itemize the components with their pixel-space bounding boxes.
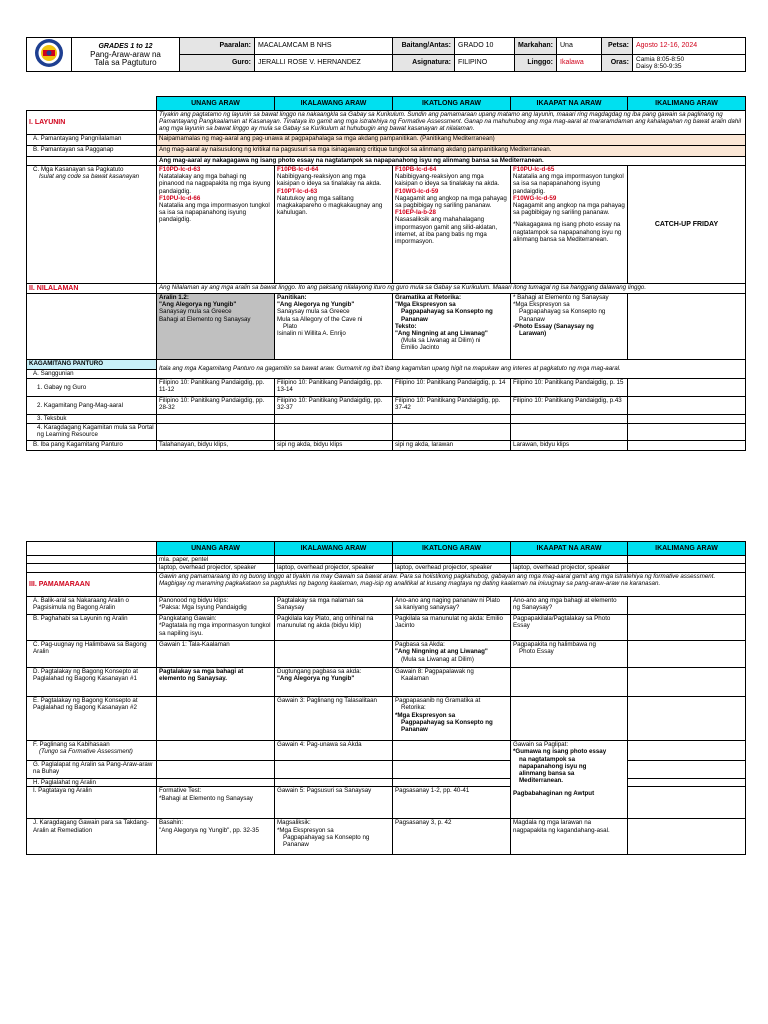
text: Natatalia ang mga impormasyon tungkol sa isa sa napapanahong isyung pandaigdig.: [513, 173, 624, 195]
pagtalakay-2-day-2: Gawain 3: Paglinang ng Talasalitaan: [275, 697, 393, 741]
text: Magsaliksik:: [277, 819, 311, 827]
text: Pagbasa sa Akda:: [395, 641, 445, 649]
day-2-header: IKALAWANG ARAW: [275, 97, 393, 111]
text: Plato: [283, 322, 298, 330]
pamantayang-pangnilalaman-label: A. Pamantayang Pangnilalaman: [27, 135, 157, 146]
pagtalakay-1-label: D. Pagtalakay ng Bagong Konsepto at Paglalahad ng Bagong Kasanayan #1: [27, 668, 157, 697]
text: (Mula sa Liwanag at Dilim) ni: [401, 337, 481, 345]
day-1-header: UNANG ARAW: [157, 97, 275, 111]
dll-table-page2: [26, 541, 746, 855]
code: F10PB-Ic-d-64: [395, 166, 437, 173]
text: Panonood ng bidyu klips:: [159, 597, 229, 605]
text: "Ang Ningning at ang Liwanag": [395, 330, 488, 338]
nilalaman-day-1: [157, 294, 275, 360]
text: Pagpapasanib ng Gramatika at: [395, 697, 481, 705]
pagtalakay-2-day-3: [393, 697, 511, 741]
balik-aral-day-1: [157, 597, 275, 615]
pagtataya-day-2: Gawain 5: Pagsusuri sa Sanaysay: [275, 787, 393, 819]
code: F10EP-Ia-b-28: [395, 209, 436, 217]
paglalapat-label: G. Paglalapat ng Aralin sa Pang-Araw-araw na Buhay: [27, 761, 157, 779]
iba-pang-kagamitan-label: B. Iba pang Kagamitang Panturo: [27, 441, 157, 451]
markahan-label: Markahan:: [515, 38, 557, 55]
oras-label: Oras:: [602, 55, 633, 72]
iba-pang-kagamitan-day-4: Larawan, bidyu klips: [511, 441, 628, 451]
text: Pananaw: [283, 841, 309, 849]
pag-uugnay-day-4: [511, 641, 628, 668]
pagtataya-day-1: [157, 787, 275, 819]
text: *Bahagi at Elemento ng Sanaysay: [159, 794, 253, 802]
nilalaman-intro: Ang Nilalaman ay ang mga aralin sa bawat linggo. Ito ang paksang nilalayong ituro ng guro mula sa Gabay sa Kurikulum. Maaari itong tumagal ng isa hanggang dalawang linggo.: [157, 284, 746, 294]
text: Pagbabahaginan ng Awtput: [513, 790, 595, 798]
balik-aral-day-2: Pagtalakay sa mga nalaman sa Sanaysay: [275, 597, 393, 615]
nilalaman-day-3: [393, 294, 511, 360]
paglinang-day-4: [511, 741, 628, 819]
text: "Ang Alegorya ng Yungib": [277, 301, 355, 309]
text: Basahin:: [159, 819, 184, 827]
paglinang-day-2: Gawain 4: Pag-unawa sa Akda: [275, 741, 393, 761]
paghahabi-label: B. Paghahabi sa Layunin ng Aralin: [27, 615, 157, 641]
grades-label: GRADES 1 to 12: [98, 42, 153, 50]
teksbuk-label: 3. Teksbuk: [27, 415, 157, 424]
day-4-header: IKAAPAT NA ARAW: [511, 542, 628, 556]
pamamaraan-label: III. PAMAMARAAN: [27, 573, 157, 597]
text: Kaalaman: [401, 675, 429, 683]
kasanayan-day-2: [275, 166, 393, 284]
text: Larawan): [519, 330, 547, 338]
takdang-aralin-day-4: Magdala ng mga larawan na nagpapakita ng kagandahang-asal.: [511, 819, 628, 855]
pamantayan-pagganap-text-2: Ang mag-aaral ay nakagagawa ng isang photo essay na nagtatampok sa napapanahong isyu ng alinmang bansa sa Mediterranean.: [157, 157, 746, 166]
baitang-label: Baitang/Antas:: [393, 38, 455, 55]
text: Aralin 1.2:: [159, 294, 189, 301]
kagamitang-mag-aaral-day-3: Filipino 10: Panitikang Pandaigdig, pp. 37-42: [393, 397, 511, 415]
text: alinmang bansa sa: [519, 770, 575, 778]
markahan-value: Una: [557, 38, 602, 55]
text: Gramatika at Retorika:: [395, 294, 462, 301]
balik-aral-day-4: Ano-ano ang mga bahagi at elemento ng Sanaysay?: [511, 597, 628, 615]
iba-pang-kagamitan-day-1: Talahanayan, bidyu klips,: [157, 441, 275, 451]
asignatura-label: Asignatura:: [393, 55, 455, 72]
linggo-label: Linggo:: [515, 55, 557, 72]
pagtataya-label: I. Pagtataya ng Aralin: [27, 787, 157, 819]
pagtalakay-1-day-3: [393, 668, 511, 697]
paglinang-sub: (Tungo sa Formative Assessment): [39, 748, 133, 756]
paaralan-label: Paaralan:: [180, 38, 255, 55]
petsa-label: Petsa:: [602, 38, 633, 55]
pamantayan-pagganap-text: Ang mag-aaral ay naisusulong ng kritikal na pagsusuri sa mga isinagawang critique tungkol sa alinmang akdang pampanitikang Mediterranean.: [157, 146, 746, 157]
text: Dugtungang pagbasa sa akda:: [277, 668, 362, 676]
text: napapanahong isyu ng: [519, 762, 587, 770]
pag-uugnay-label: C. Pag-uugnay ng Halimbawa sa Bagong Aralin: [27, 641, 157, 668]
iba-pang-kagamitan-day-3: sipi ng akda, larawan: [393, 441, 511, 451]
text: *Mga Ekspresyon sa: [395, 711, 456, 719]
text: "Ang Ningning at ang Liwanag": [395, 648, 488, 656]
code: F10WG-Ic-d-59: [395, 187, 439, 195]
paglinang-label-cell: [27, 741, 157, 761]
text: Sanaysay mula sa Greece: [159, 308, 232, 316]
gabay-guro-day-4: Filipino 10: Panitikang Pandaigdig, p. 15: [511, 379, 628, 397]
title-block: [72, 38, 180, 72]
sanggunian-label: A. Sanggunian: [27, 370, 157, 379]
balik-aral-label: A. Balik-aral sa Nakaraang Aralin o Pagsisimula ng Bagong Aralin: [27, 597, 157, 615]
text: Pananaw: [401, 315, 428, 323]
text: Natatalakay ang mga bahagi ng pinanood na nagpapakita ng mga isyung pandaigdig.: [159, 173, 271, 195]
code: F10WG-Ic-d-59: [513, 194, 557, 202]
text: "Ang Alegorya ng Yungib": [159, 301, 237, 309]
text: Teksto:: [395, 322, 417, 330]
code: F10PU-Ic-d-66: [159, 194, 201, 202]
kagamitan-label: KAGAMITANG PANTURO: [29, 360, 104, 367]
text: Nagagamit ang angkop na mga pahayag sa pagbibigay ng sariling pananaw.: [395, 194, 507, 210]
petsa-value: Agosto 12-16, 2024: [633, 38, 746, 55]
paghahabi-day-3: Pagkilala sa manunulat ng akda: Emilio Jacinto: [393, 615, 511, 641]
code: F10PB-Ic-d-64: [277, 166, 319, 173]
text: Sanaysay mula sa Greece: [277, 308, 350, 316]
kasanayan-day-1: [157, 166, 275, 284]
kagamitang-mag-aaral-day-4: Filipino 10: Panitikang Pandaigdig, p.43: [511, 397, 628, 415]
paghahabi-day-4: Pagpapakilala/Pagtalakay sa Photo Essay: [511, 615, 628, 641]
kasanayan-sub: Isulat ang code sa bawat kasanayan: [39, 173, 140, 181]
oras-daisy: Daisy 8:50-9:35: [636, 63, 682, 70]
title-line-1: Pang-Araw-araw na: [90, 49, 161, 59]
text: *Mga Ekspresyon sa: [513, 301, 570, 309]
asignatura-value: FILIPINO: [455, 55, 515, 72]
pagtalakay-1-day-2: [275, 668, 393, 697]
takdang-aralin-day-3: Pagsasanay 3, p. 42: [393, 819, 511, 855]
pamantayan-pagganap-label: B. Pamantayan sa Pagganap: [27, 146, 157, 157]
day-1-header: UNANG ARAW: [157, 542, 275, 556]
text: *Pagtatala ng mga impormasyon tungkol sa napiling isyu.: [159, 622, 271, 637]
mats-day-2: laptop, overhead projector, speaker: [275, 564, 393, 573]
day-3-header: IKATLONG ARAW: [393, 97, 511, 111]
day-5-header: IKALIMANG ARAW: [628, 542, 746, 556]
pamantayang-pangnilalaman-text: Naipamamalas ng mag-aaral ang pag-unawa at pagpapahalaga sa mga akdang pampanitikan. (Panitikang Mediterranean): [157, 135, 746, 146]
text: Emilio Jacinto: [401, 344, 440, 352]
kagamitan-intro: Itala ang mga Kagamitang Panturo na gagamitin sa bawat araw. Gumamit ng iba't ibang kagamitan upang higit na mapukaw ang interes at pagkatuto ng mga mag-aaral.: [157, 360, 746, 379]
text: Mediterranean.: [519, 777, 564, 785]
pamamaraan-intro: Gawin ang pamamaraang ito ng buong linggo at tiyakin na may Gawain sa bawat araw. Para sa holistikong pagkahubog, gabayan ang mga mag-aaral gamit ang mga istratehiya ng formative assessment. Magbigay ng maraming pagkakataon sa pagtuklas ng bagong kaalaman, mag-isip ng analitikal at kusang magtaya ng dating kaalaman na iniuugnay sa pang-araw-araw na karanasan.: [157, 573, 746, 597]
text: Mula sa Allegory of the Cave ni: [277, 315, 363, 323]
kagamitang-mag-aaral-day-2: Filipino 10: Panitikang Pandaigdig, pp. 32-37: [275, 397, 393, 415]
text: Photo Essay: [519, 648, 554, 656]
kagamitang-mag-aaral-day-1: Filipino 10: Panitikang Pandaigdig, pp. 28-32: [157, 397, 275, 415]
text: Nagagamit ang angkop na mga pahayag sa pagbibigay ng sariling pananaw.: [513, 202, 625, 217]
baitang-value: GRADO 10: [455, 38, 515, 55]
pagtalakay-1-day-1: Pagtalakay sa mga bahagi at elemento ng Sanaysay.: [157, 668, 275, 697]
guro-value: JERALLI ROSE V. HERNANDEZ: [255, 55, 393, 72]
catch-up-friday: CATCH-UP FRIDAY: [628, 166, 746, 284]
text: Pagpapahayag sa Konsepto ng: [283, 833, 370, 841]
oras-value: [633, 55, 746, 72]
text: Panitikan:: [277, 294, 307, 301]
text: Pangkatang Gawain:: [159, 615, 217, 623]
text: * Bahagi at Elemento ng Sanaysay: [513, 294, 609, 301]
day-header-row: [27, 97, 746, 111]
paghahabi-day-1: [157, 615, 275, 641]
text: (Mula sa Liwanag at Dilim): [401, 655, 474, 663]
text: Isinalin ni Willita A. Enrijo: [277, 330, 346, 338]
text: Nabibigyang-reaksiyon ang mga kaisipan o ideya sa tinalakay na akda.: [277, 173, 382, 188]
pag-uugnay-day-1: Gawain 1: Tala-Kaalaman: [157, 641, 275, 668]
code: F10PD-Ic-d-63: [159, 166, 201, 173]
takdang-aralin-label: J. Karagdagang Gawain para sa Takdang-Aralin at Remediation: [27, 819, 157, 855]
day-3-header: IKATLONG ARAW: [393, 542, 511, 556]
mats-day-1: mla. paper, pentel: [157, 556, 275, 564]
gabay-guro-day-2: Filipino 10: Panitikang Pandaigdig, pp. 13-14: [275, 379, 393, 397]
kagamitang-mag-aaral-label: 2. Kagamitang Pang-Mag-aaral: [27, 397, 157, 415]
text: Bahagi at Elemento ng Sanaysay: [159, 315, 251, 323]
text: Natutukoy ang mga salitang magkakapareho o magkakaugnay ang kahulugan.: [277, 194, 383, 217]
text: Formative Test:: [159, 787, 202, 795]
linggo-value: Ikalawa: [557, 55, 602, 72]
takdang-aralin-day-2: [275, 819, 393, 855]
text: *Mga Ekspresyon sa: [277, 826, 334, 834]
deped-seal-icon: [34, 38, 64, 68]
kasanayan-label: C. Mga Kasanayan sa Pagkatuto: [33, 166, 124, 173]
text: Pagpapahayag sa Konsepto ng: [401, 308, 493, 316]
text: Gawain sa Paglipat:: [513, 741, 569, 749]
kasanayan-label-cell: [27, 166, 157, 284]
text: Nabibigyang-reaksiyon ang mga kaisipan o ideya sa tinalakay na akda.: [395, 173, 500, 188]
text: na nagtatampok sa: [519, 755, 576, 763]
pagtalakay-2-label: E. Pagtalakay ng Bagong Konsepto at Paglalahad ng Bagong Kasanayan #2: [27, 697, 157, 741]
kasanayan-day-3: [393, 166, 511, 284]
paglalahat-label: H. Paglalahat ng Aralin: [27, 779, 157, 787]
text: "Ang Alegorya ng Yungib", pp. 32-35: [159, 826, 259, 834]
day-2-header: IKALAWANG ARAW: [275, 542, 393, 556]
guro-label: Guro:: [180, 55, 255, 72]
text: Pananaw: [519, 315, 545, 323]
text: Gawain 8: Pagpapalawak ng: [395, 668, 474, 676]
gabay-guro-label: 1. Gabay ng Guro: [27, 379, 157, 397]
code: F10PT-Ic-d-63: [277, 187, 318, 195]
text: *Gumawa ng isang photo essay: [513, 748, 607, 756]
layunin-label: I. LAYUNIN: [27, 111, 157, 135]
paaralan-value: MACALAMCAM B NHS: [255, 38, 393, 55]
day-4-header: IKAAPAT NA ARAW: [511, 97, 628, 111]
mats-day-4: laptop, overhead projector, speaker: [511, 564, 628, 573]
day-5-header: IKALIMANG ARAW: [628, 97, 746, 111]
text: *Paksa: Mga Isyung Pandaigdig: [159, 604, 247, 612]
nilalaman-day-4: [511, 294, 628, 360]
balik-aral-day-3: Ano-ano ang naging pananaw ni Plato sa kaniyang sanaysay?: [393, 597, 511, 615]
text: Retorika:: [401, 704, 426, 712]
oras-camia: Camia 8:05-8:50: [636, 56, 685, 63]
text: Pananaw: [401, 726, 428, 734]
header-table: [26, 37, 746, 72]
takdang-aralin-day-1: [157, 819, 275, 855]
day-header-row-2: [27, 542, 746, 556]
title-line-2: Tala sa Pagtuturo: [94, 57, 157, 67]
nilalaman-label: II. NILALAMAN: [27, 284, 157, 294]
mats-day-3: laptop, overhead projector, speaker: [393, 564, 511, 573]
gabay-guro-day-1: Filipino 10: Panitikang Pandaigdig, pp. 11-12: [157, 379, 275, 397]
logo-cell: [27, 38, 72, 72]
layunin-intro: Tiyakin ang pagtatamo ng layunin sa bawat linggo na nakaangkla sa Gabay sa Kurikulum. Sundin ang pamamaraan upang matamo ang layunin, maaari ring magdagdag ng iba pang gawain sa paglinang ng Pamantayang Pangkaalaman at Kasanayan. Tinataya ito gamit ang mga istratehiya ng Formative Assessment. Ganap na mahuhubog ang mga mag-aaral at mararamdaman ang kahalagahan ng bawat aralin dahil ang mga layunin sa bawat linggo ay mula sa Gabay sa Kurikulum at huhubugin ang bawat kasanayan at nilalaman.: [157, 111, 746, 135]
mats-day-1b: laptop, overhead projector, speaker: [157, 564, 275, 573]
kasanayan-day-4: [511, 166, 628, 284]
text: Pagpapahayag sa Konsepto ng: [401, 718, 493, 726]
paglinang-label: F. Paglinang sa Kabihasaan: [33, 741, 110, 749]
text: "Mga Ekspresyon sa: [395, 301, 456, 309]
text: Natatalia ang mga impormasyon tungkol sa isa sa napapanahong isyung pandaigdig.: [159, 202, 270, 224]
text: Nasasaliksik ang mahahalagang impormasyon gamit ang silid-aklatan, internet, at iba pang batis ng mga impormasyon.: [395, 216, 498, 246]
karagdagang-kagamitan-label: 4. Karagdagang Kagamitan mula sa Portal ng Learning Resource: [27, 424, 157, 441]
text: Pagpapahayag sa Konsepto ng: [519, 308, 606, 316]
dll-table-page1: [26, 96, 746, 451]
kagamitan-label-cell: [27, 360, 157, 370]
pag-uugnay-day-3: [393, 641, 511, 668]
text: -Photo Essay (Sanaysay ng: [513, 322, 594, 330]
pagtataya-day-3: Pagsasanay 1-2, pp. 40-41: [393, 787, 511, 819]
iba-pang-kagamitan-day-2: sipi ng akda, bidyu klips: [275, 441, 393, 451]
text: Pagpapakita ng halimbawa ng: [513, 641, 596, 649]
text: "Ang Alegorya ng Yungib": [277, 675, 355, 683]
nilalaman-day-2: [275, 294, 393, 360]
gabay-guro-day-3: Filipino 10: Panitikang Pandaigdig, p. 14: [393, 379, 511, 397]
paghahabi-day-2: Pagkilala kay Plato, ang orihinal na manunulat ng akda (bidyu klip): [275, 615, 393, 641]
code: F10PU-Ic-d-65: [513, 166, 555, 173]
text: *Nakagagawa ng isang photo essay na nagtatampok sa napapanahong isyu ng alinmang bansa sa Mediterranean.: [513, 221, 622, 243]
